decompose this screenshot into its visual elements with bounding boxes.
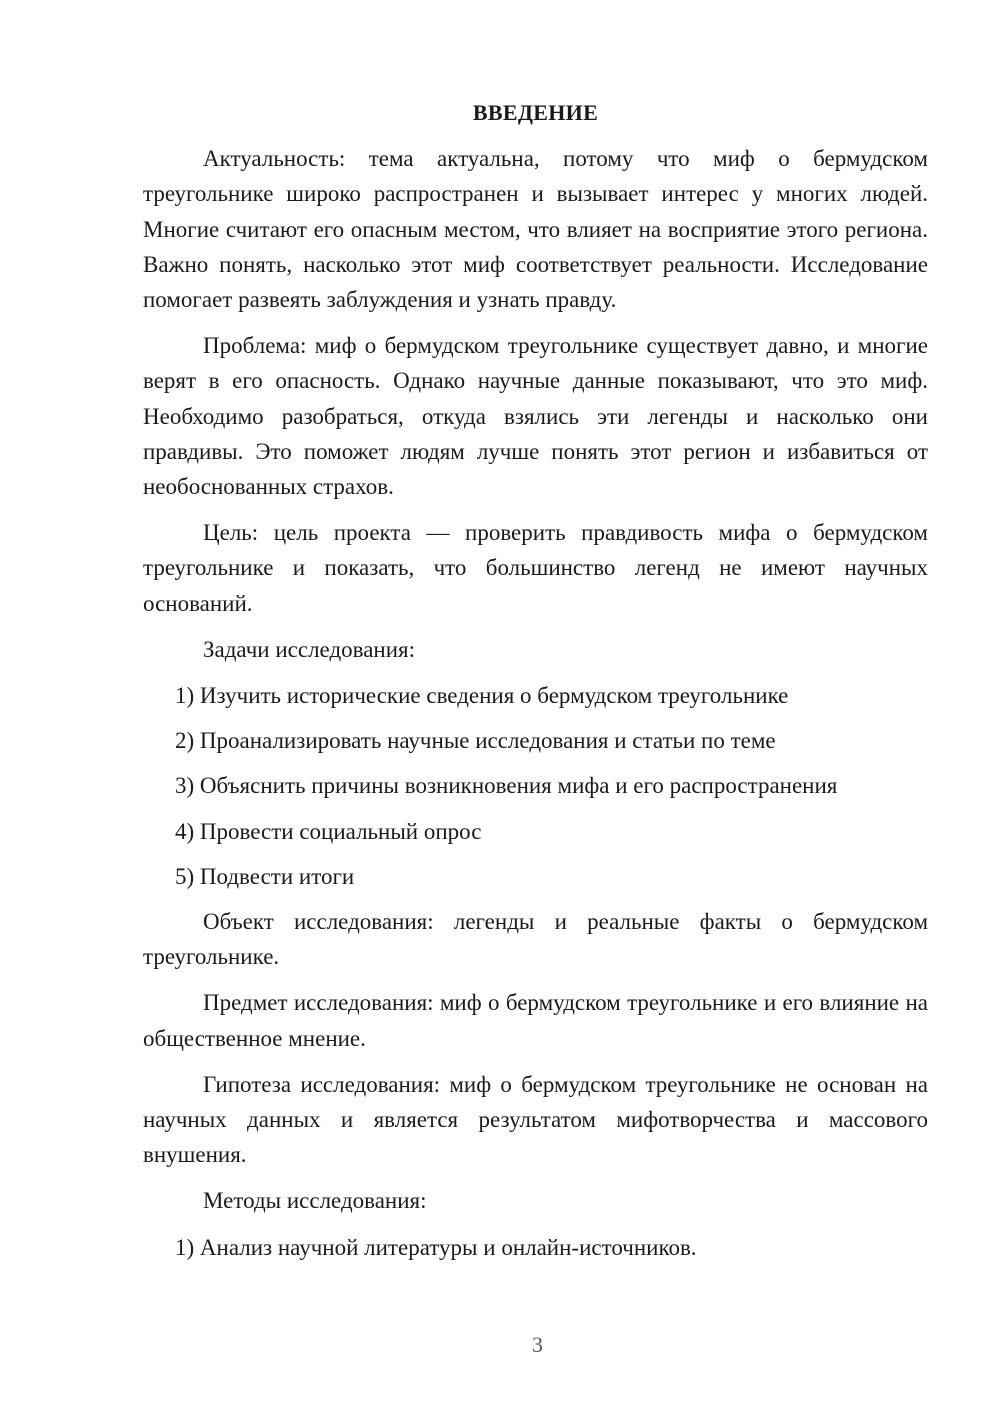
hypothesis-paragraph: Гипотеза исследования: миф о бермудском треугольнике не основан на научных данных и является результатом мифотворчества и массового внушения. [143,1071,928,1168]
task-item-4: 4) Провести социальный опрос [175,818,482,844]
task-item-5: 5) Подвести итоги [175,863,355,889]
method-item-1: 1) Анализ научной литературы и онлайн-источников. [175,1234,697,1260]
relevance-paragraph: Актуальность: тема актуальна, потому что миф о бермудском треугольнике широко распространен и вызывает интерес у многих людей. Многие считают его опасным местом, что влияет на восприятие этого региона. Важно понять, насколько этот миф соответствует реальности. Исследование помогает развеять заблуждения и узнать правду. [143,146,928,313]
section-title: ВВЕДЕНИЕ [472,100,599,125]
methods-heading: Методы исследования: [203,1188,427,1214]
page-number: 3 [532,1332,543,1357]
problem-paragraph: Проблема: миф о бермудском треугольнике существует давно, и многие верят в его опасность. Однако научные данные показывают, что это миф. Необходимо разобраться, откуда взялись эти легенды и насколько они правдивы. Это поможет людям лучше понять этот регион и избавиться от необоснованных страхов. [143,333,928,500]
task-item-3: 3) Объяснить причины возникновения мифа и его распространения [175,773,838,799]
goal-paragraph: Цель: цель проекта — проверить правдивость мифа о бермудском треугольнике и показать, что большинство легенд не имеют научных оснований. [143,520,928,616]
subject-paragraph: Предмет исследования: миф о бермудском треугольнике и его влияние на общественное мнение. [143,990,928,1051]
object-paragraph: Объект исследования: легенды и реальные факты о бермудском треугольнике. [143,909,928,970]
task-item-1: 1) Изучить исторические сведения о бермудском треугольнике [175,683,789,709]
task-item-2: 2) Проанализировать научные исследования и статьи по теме [175,728,776,754]
document-page [143,95,928,1275]
tasks-heading: Задачи исследования: [203,636,416,662]
